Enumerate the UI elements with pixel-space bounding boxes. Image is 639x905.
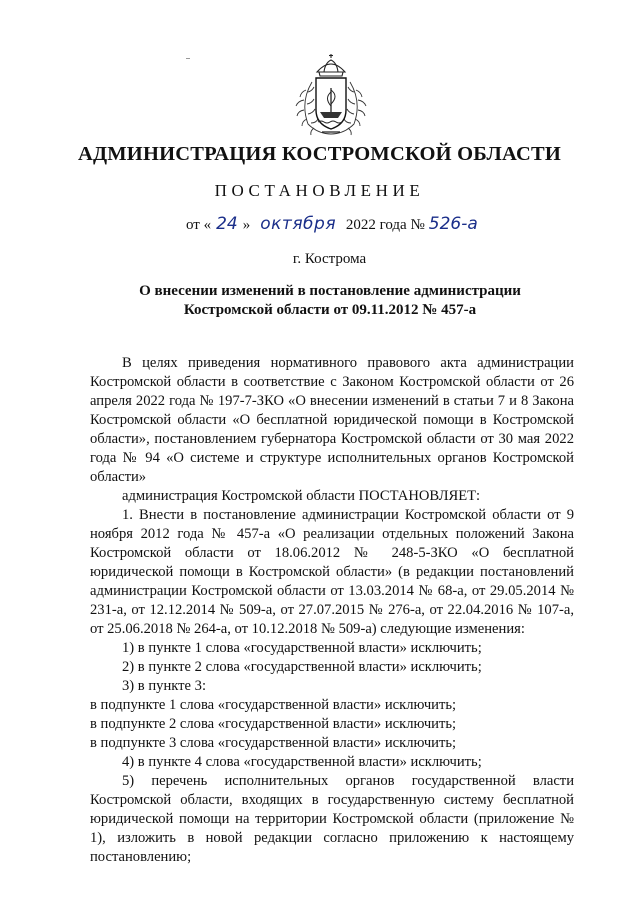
subject-line-1: О внесении изменений в постановление администрации [139,283,521,299]
city-line: г. Кострома [292,251,367,267]
list-item: 2) в пункте 2 слова «государственной власти» исключить; [122,659,482,675]
handwritten-day: 24 [216,214,238,234]
list-item: 1) в пункте 1 слова «государственной власти» исключить; [122,640,482,656]
paragraph-resolves: администрация Костромской области ПОСТАНОВЛЯЕТ: [122,488,481,504]
sub-list-item: в подпункте 2 слова «государственной власти» исключить; [90,716,457,732]
paragraph-item-1: 1. Внести в постановление администрации Костромской области от 9 ноября 2012 года № 457-а «О реализации отдельных положений Закона Костромской области от 18.06.2012 № 248-5-ЗКО «О бесплатной юридической помощи в Костромской области» (в редакции постановлений администрации Костромской области от 13.03.2014 № 68-а, от 29.05.2014 № 231-а, от 12.12.2014 № 509-а, от 27.07.2015 № 276-а, от 22.04.2016 № 107-а, от 25.06.2018 № 264-а, от 10.12.2018 № 509-а) следующие изменения: [90,507,574,637]
scan-mark [186,58,190,59]
subject-heading [110,282,550,320]
date-number-line [186,214,478,234]
coat-of-arms-emblem [292,52,370,138]
handwritten-number: 526-а [428,214,478,234]
date-prefix: от « [186,217,212,233]
list-item: 5) перечень исполнительных органов государственной власти Костромской области, входящих в государственную систему бесплатной юридической помощи на территории Костромской области (приложение № 1), изложить в новой редакции согласно приложению к настоящему постановлению; [90,773,574,865]
paragraph-preamble: В целях приведения нормативного правового акта администрации Костромской области в соответствие с Законом Костромской области от 26 апреля 2022 года № 197-7-ЗКО «О внесении изменений в статьи 7 и 8 Закона Костромской области «О бесплатной юридической помощи в Костромской области», постановлением губернатора Костромской области от 30 мая 2022 года № 94 «О системе и структуре исполнительных органов Костромской области» [90,355,574,485]
organization-title: АДМИНИСТРАЦИЯ КОСТРОМСКОЙ ОБЛАСТИ [77,143,562,165]
list-item: 4) в пункте 4 слова «государственной власти» исключить; [122,754,482,770]
number-sign: № [410,217,425,233]
sub-list-item: в подпункте 3 слова «государственной власти» исключить; [90,735,457,751]
date-year: 2022 года [345,217,407,233]
document-type-heading: ПОСТАНОВЛЕНИЕ [214,181,425,200]
handwritten-month: октября [260,214,337,234]
subject-line-2: Костромской области от 09.11.2012 № 457-а [183,302,477,318]
body-text [90,354,574,867]
date-quote-close: » [242,217,251,233]
list-item: 3) в пункте 3: [122,678,207,694]
sub-list-item: в подпункте 1 слова «государственной власти» исключить; [90,697,457,713]
